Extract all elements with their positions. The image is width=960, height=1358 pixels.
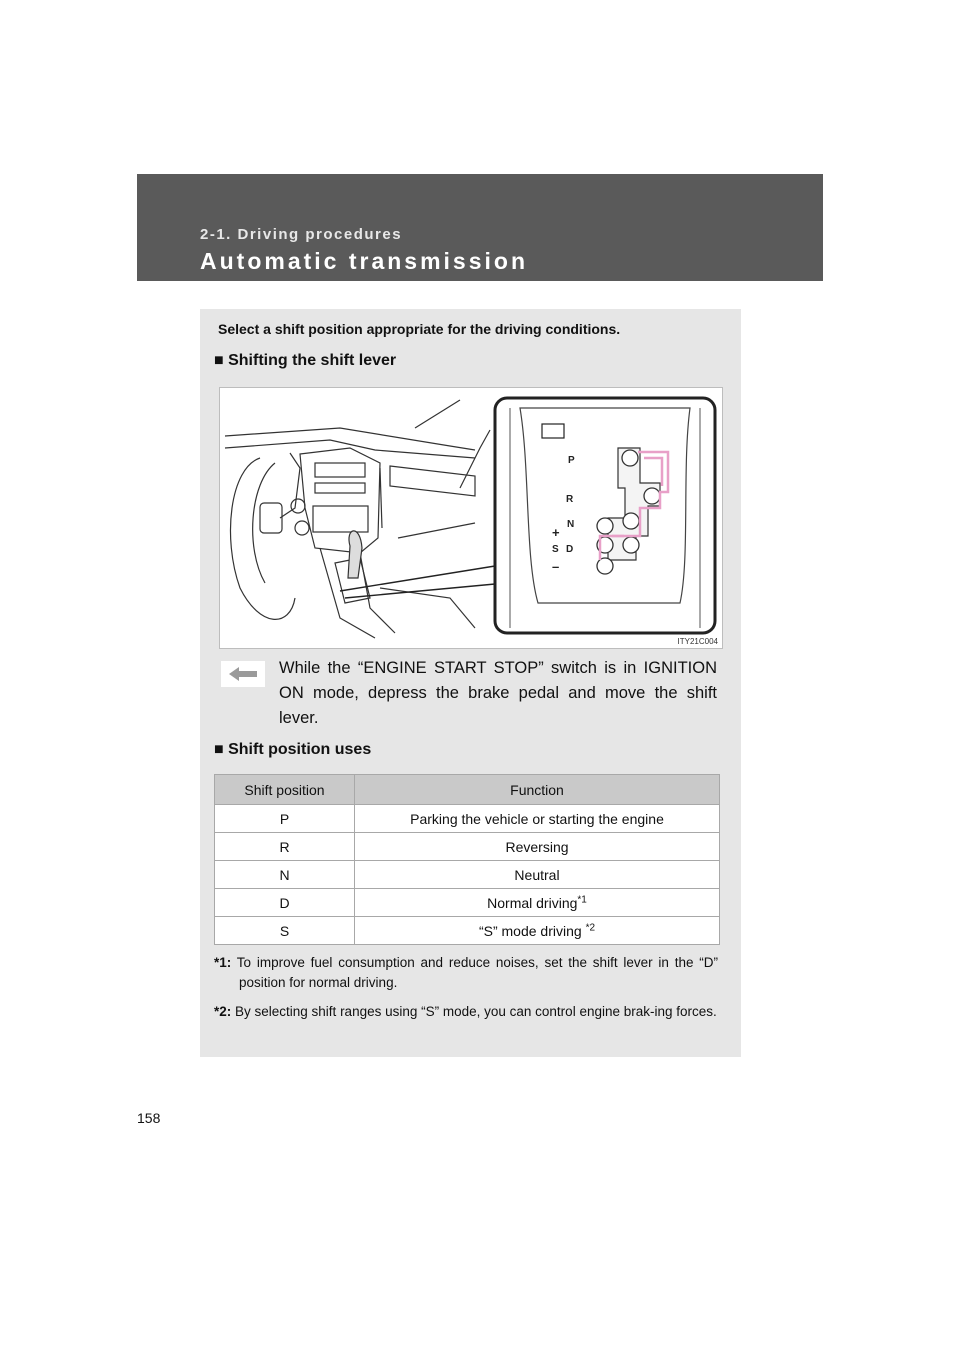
table-row: [215, 917, 720, 945]
gate-label-n: N: [567, 519, 575, 530]
column-header-function: Function: [355, 775, 720, 805]
gate-label-plus: +: [552, 525, 560, 540]
table-row: [215, 861, 720, 889]
footnote-text: By selecting shift ranges using “S” mode, you can control engine brak-ing forces.: [231, 1004, 717, 1019]
cell-function: [355, 805, 720, 833]
cell-position: D: [215, 889, 355, 917]
header-band: [137, 174, 823, 281]
cell-position: S: [215, 917, 355, 945]
figure-code: ITY21C004: [677, 637, 718, 646]
gate-label-s: S: [552, 544, 559, 555]
gate-label-minus: –: [552, 559, 560, 574]
intro-text: Select a shift position appropriate for the driving conditions.: [218, 321, 621, 337]
cell-function: [355, 861, 720, 889]
function-text: Neutral: [514, 866, 560, 883]
table-row: [215, 805, 720, 833]
cell-function: [355, 917, 720, 945]
footnote-mark: *2: [585, 921, 596, 933]
page-title: Automatic transmission: [200, 248, 528, 274]
arrow-marker: [221, 661, 265, 687]
function-text: “S” mode driving: [478, 922, 586, 939]
table-header-row: [215, 775, 720, 805]
function-text: Parking the vehicle or starting the engine: [410, 810, 664, 827]
footnote-text: To improve fuel consumption and reduce noises, set the shift lever in the “D” position for normal driving.: [231, 955, 718, 990]
cell-function: [355, 833, 720, 861]
heading-uses: ■ Shift position uses: [214, 741, 372, 758]
cell-position: N: [215, 861, 355, 889]
footnote-2: [214, 1002, 718, 1022]
gate-label-d: D: [566, 544, 574, 555]
left-arrow-icon: [221, 661, 265, 687]
cell-position: R: [215, 833, 355, 861]
instruction-text: While the “ENGINE START STOP” switch is in IGNITION ON mode, depress the brake pedal and move the shift lever.: [279, 659, 717, 727]
footnote-mark: *2:: [214, 1004, 232, 1019]
table-row: [215, 889, 720, 917]
function-text: Normal driving: [487, 894, 578, 911]
function-text: Reversing: [505, 838, 569, 855]
shift-lever-illustration: [219, 387, 723, 649]
page-number: 158: [137, 1110, 161, 1126]
footnote-mark: *1:: [214, 955, 232, 970]
column-header-position: Shift position: [215, 775, 355, 805]
cell-position: P: [215, 805, 355, 833]
gate-label-p: P: [568, 455, 575, 466]
section-label: 2-1. Driving procedures: [200, 226, 403, 243]
footnote-mark: *1: [577, 893, 587, 905]
table-row: [215, 833, 720, 861]
cell-function: [355, 889, 720, 917]
heading-shifting: ■ Shifting the shift lever: [214, 352, 397, 369]
gate-label-r: R: [566, 494, 574, 505]
shift-position-table: [214, 774, 720, 945]
footnote-1: [214, 953, 718, 993]
dashboard-shift-gate-drawing: [220, 388, 722, 648]
content-box: [200, 309, 741, 1057]
